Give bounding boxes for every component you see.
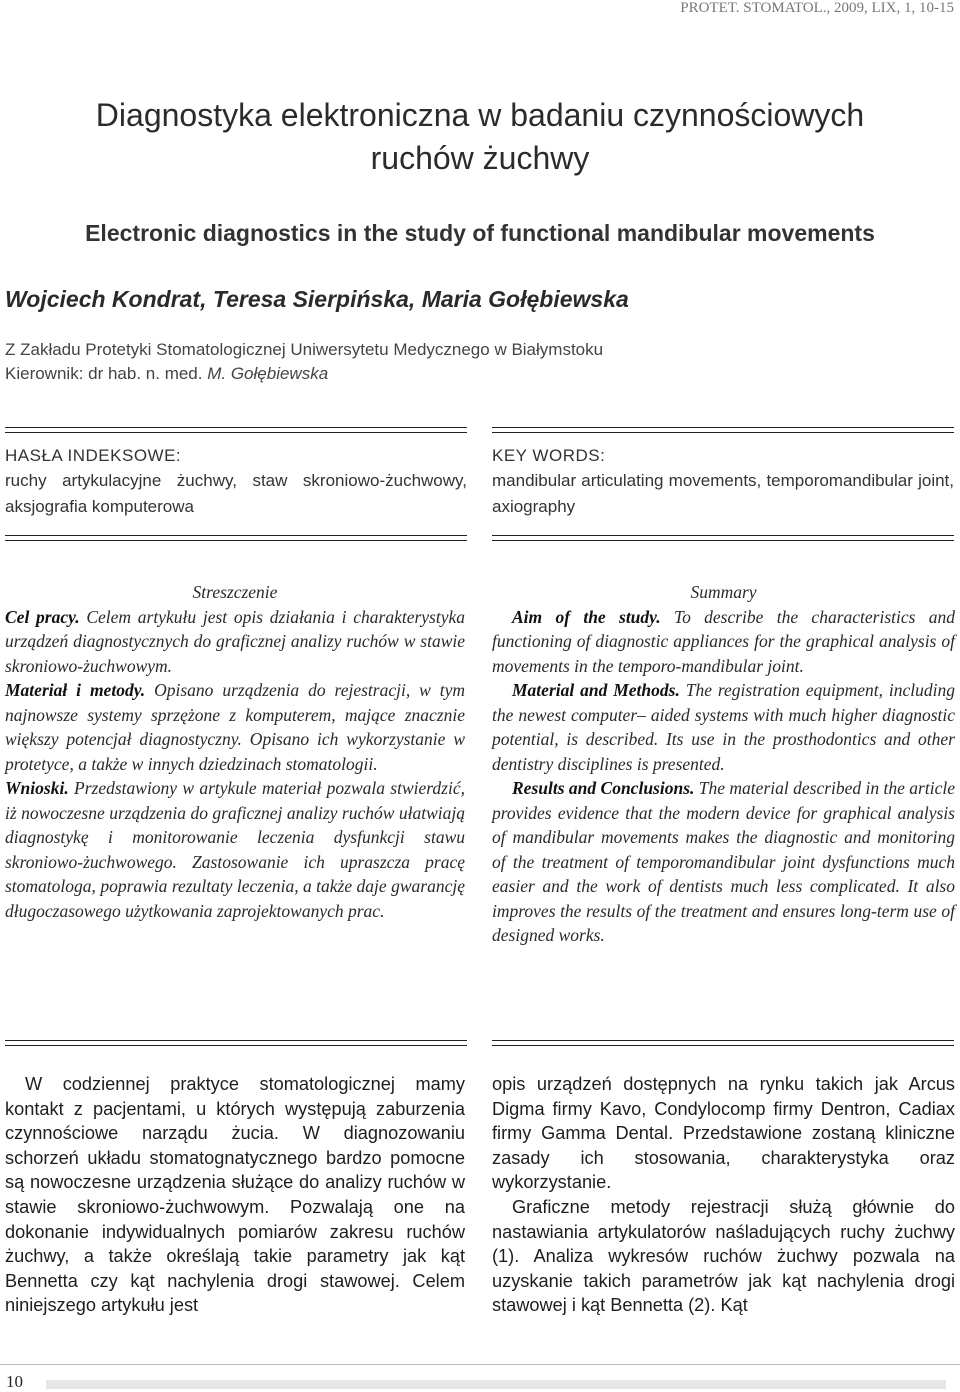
rule-body-right-1: [492, 1040, 954, 1041]
methods-label: Material and Methods.: [512, 680, 680, 700]
rule-top-left-2: [5, 432, 467, 433]
abstract-english-title: Summary: [690, 582, 757, 602]
abstract-polish-aim: [5, 605, 465, 679]
rule-bottom-right-1: [492, 535, 954, 536]
rule-bottom-right-2: [492, 540, 954, 541]
department-head: [5, 362, 603, 386]
keywords-polish-text: ruchy artykulacyjne żuchwy, staw skroniowo-żuchwowy, aksjografia komputerowa: [5, 471, 467, 516]
body-column-right: [492, 1072, 955, 1318]
department-head-prefix: Kierownik: dr hab. n. med.: [5, 364, 203, 383]
rule-top-right-2: [492, 432, 954, 433]
results-text: The material described in the article provides evidence that the modern device for graphical analysis of mandibular movements makes the diagnostic and monitoring of the treatment of temporomandibular joint dysfunctions much easier and the work of dentists much less complicated. It also improves the results of the treatment and ensures long-term use of designed works.: [492, 778, 955, 945]
abstract-polish-conclusions: [5, 776, 465, 923]
rule-body-left-2: [5, 1045, 467, 1046]
methods-label: Materiał i metody.: [5, 680, 146, 700]
body-column-left: [5, 1072, 465, 1318]
methods-text: Opisano urządzenia do rejestracji, w tym najnowsze systemy sprzężone z komputerem, mające znacznie większy potencjał diagnostyczny. Opisano ich wykorzystanie w protetyce, a także w innych dziedzinach stomatologii.: [5, 680, 466, 774]
affiliation: Z Zakładu Protetyki Stomatologicznej Uniwersytetu Medycznego w Białymstoku: [5, 340, 604, 359]
conclusions-text: Przedstawiony w artykule materiał pozwala stwierdzić, iż nowoczesne urządzenia do graficznej analizy ruchów ułatwiają diagnostykę i monitorowanie leczenia dysfunkcji stawu skroniowo-żuchwowego. Zastosowanie ich upraszcza pracę stomatologa, poprawia rezultaty leczenia, a także daje gwarancję długoczasowego użytkowania zaprojektowanych prac.: [5, 778, 465, 921]
abstract-english: [492, 580, 955, 948]
aim-label: Cel pracy.: [5, 606, 80, 627]
running-head: PROTET. STOMATOL., 2009, LIX, 1, 10-15: [680, 0, 954, 16]
article-title-english: Electronic diagnostics in the study of functional mandibular movements: [85, 220, 875, 246]
rule-top-left-1: [5, 427, 467, 428]
keywords-polish-heading: HASŁA INDEKSOWE:: [5, 446, 182, 465]
abstract-polish-methods: [5, 678, 465, 776]
title-line-1: Diagnostyka elektroniczna w badaniu czynnościowych: [95, 97, 865, 133]
methods-text: The registration equipment, including the newest computer– aided systems with much higher diagnostic potential, is described. Its use in the prosthodontics and other dentistry disciplines is presented.: [492, 680, 956, 774]
rule-bottom-left-2: [5, 540, 467, 541]
article-title-polish: [0, 94, 960, 180]
conclusions-label: Wnioski.: [5, 778, 69, 798]
title-line-2: ruchów żuchwy: [370, 140, 590, 176]
aim-label: Aim of the study.: [512, 606, 661, 627]
body-paragraph: Graficzne metody rejestracji służą głównie do nastawiania artykulatorów naśladujących ruchy żuchwy (1). Analiza wykresów ruchów żuchwy pozwala na uzyskanie takich parametrów jak kąt nachylenia drogi stawowej i kąt Bennetta (2). Kąt: [492, 1196, 955, 1316]
rule-bottom-left-1: [5, 535, 467, 536]
aim-text: Celem artykułu jest opis działania i charakterystyka urządzeń diagnostycznych do graficznej analizy ruchów w stawie skroniowo-żuchwowym.: [5, 606, 465, 676]
keywords-polish: [5, 444, 467, 520]
keywords-english-heading: KEY WORDS:: [492, 446, 606, 465]
footer-rule: [0, 1364, 960, 1365]
rule-body-left-1: [5, 1040, 467, 1041]
authors: Wojciech Kondrat, Teresa Sierpińska, Maria Gołębiewska: [5, 286, 629, 312]
rule-top-right-1: [492, 427, 954, 428]
abstract-english-aim: [492, 605, 955, 679]
abstract-polish: [5, 580, 465, 923]
rule-body-right-2: [492, 1045, 954, 1046]
department-head-name: M. Gołębiewska: [207, 364, 329, 383]
body-paragraph: opis urządzeń dostępnych na rynku takich jak Arcus Digma firmy Kavo, Condylocomp firmy Dentron, Cadiax firmy Gamma Dental. Przedstawione zostaną kliniczne zasady ich stosowania, charakterystyka oraz wykorzystanie.: [492, 1074, 955, 1193]
affiliation-block: [5, 338, 603, 386]
keywords-english-text: mandibular articulating movements, temporomandibular joint, axiography: [492, 471, 954, 516]
footer-bar: [46, 1380, 946, 1389]
page-number: 10: [6, 1372, 23, 1391]
aim-text: To describe the characteristics and functioning of diagnostic appliances for the graphical analysis of movements in the temporo-mandibular joint.: [492, 606, 955, 676]
keywords-english: [492, 444, 954, 520]
results-label: Results and Conclusions.: [512, 778, 695, 798]
abstract-polish-title: Streszczenie: [192, 582, 278, 602]
abstract-english-results: [492, 776, 955, 948]
abstract-english-methods: [492, 678, 955, 776]
body-paragraph: W codziennej praktyce stomatologicznej mamy kontakt z pacjentami, u których występują zaburzenia czynnościowe narządu żucia. W diagnozowaniu schorzeń układu stomatognatycznego bardzo pomocne są nowoczesne urządzenia służące do analizy ruchów w stawie skroniowo-żuchwowym. Pozwalają one na dokonanie indywidualnych pomiarów zakresu ruchów żuchwy, a także określają takie parametry jak kąt Bennetta czy kąt nachylenia drogi stawowej. Celem niniejszego artykułu jest: [5, 1074, 465, 1316]
